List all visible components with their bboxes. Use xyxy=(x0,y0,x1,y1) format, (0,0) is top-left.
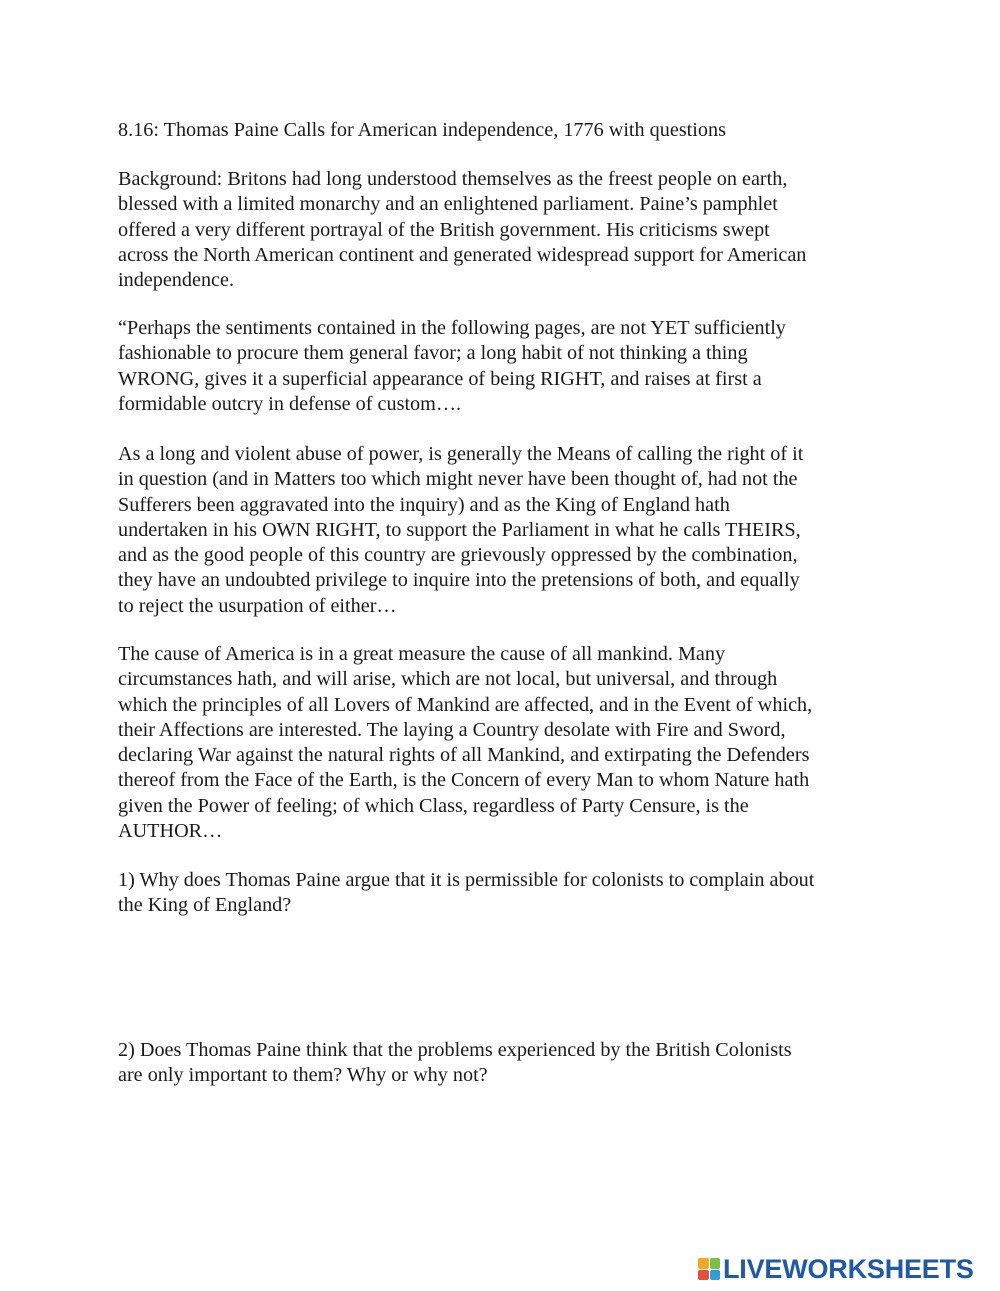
text-line: 2) Does Thomas Paine think that the problems experienced by the British Colonists xyxy=(118,1039,792,1061)
text-line: offered a very different portrayal of the British government. His criticisms swept xyxy=(118,218,770,241)
text-line: are only important to them? Why or why not? xyxy=(118,1064,488,1087)
text-line: undertaken in his OWN RIGHT, to support the Parliament in what he calls THEIRS, xyxy=(118,518,801,541)
text-line: given the Power of feeling; of which Class, regardless of Party Censure, is the xyxy=(118,794,749,817)
question-2 xyxy=(118,1038,888,1089)
text-line: As a long and violent abuse of power, is generally the Means of calling the right of it xyxy=(118,443,804,465)
logo-tile xyxy=(710,1258,721,1269)
text-line: The cause of America is in a great measure the cause of all mankind. Many xyxy=(118,643,726,665)
text-line: their Affections are interested. The laying a Country desolate with Fire and Sword, xyxy=(118,718,786,741)
background-paragraph xyxy=(118,167,888,293)
text-line: in question (and in Matters too which might never have been thought of, had not the xyxy=(118,468,798,491)
logo-tile xyxy=(698,1270,709,1281)
answer-area-1[interactable] xyxy=(118,925,888,1030)
text-line: thereof from the Face of the Earth, is the Concern of every Man to whom Nature hath xyxy=(118,769,810,792)
answer-area-2[interactable] xyxy=(118,1095,888,1225)
liveworksheets-logo-icon xyxy=(698,1258,720,1280)
text-line: they have an undoubted privilege to inquire into the pretensions of both, and equally xyxy=(118,569,800,592)
text-line: 1) Why does Thomas Paine argue that it is permissible for colonists to complain about xyxy=(118,869,815,891)
text-line: formidable outcry in defense of custom…. xyxy=(118,392,462,415)
document-title: 8.16: Thomas Paine Calls for American independence, 1776 with questions xyxy=(118,119,726,141)
text-line: independence. xyxy=(118,269,235,292)
question-1 xyxy=(118,868,888,919)
text-line: AUTHOR… xyxy=(118,820,223,843)
quote-paragraph-3 xyxy=(118,642,888,844)
logo-tile xyxy=(698,1258,709,1269)
text-line: and as the good people of this country are grievously oppressed by the combination, xyxy=(118,544,798,567)
text-line: the King of England? xyxy=(118,894,292,917)
text-line: which the principles of all Lovers of Mankind are affected, and in the Event of which, xyxy=(118,693,813,716)
quote-paragraph-1 xyxy=(118,316,888,417)
text-line: circumstances hath, and will arise, which are not local, but universal, and through xyxy=(118,668,778,691)
quote-paragraph-2 xyxy=(118,442,888,619)
text-line: WRONG, gives it a superficial appearance of being RIGHT, and raises at first a xyxy=(118,367,762,390)
text-line: fashionable to procure them general favor; a long habit of not thinking a thing xyxy=(118,342,748,365)
text-line: “Perhaps the sentiments contained in the following pages, are not YET sufficiently xyxy=(118,317,786,339)
liveworksheets-logo xyxy=(698,1255,974,1283)
text-line: blessed with a limited monarchy and an enlightened parliament. Paine’s pamphlet xyxy=(118,193,778,216)
text-line: declaring War against the natural rights of all Mankind, and extirpating the Defenders xyxy=(118,744,810,767)
text-line: across the North American continent and generated widespread support for American xyxy=(118,243,807,266)
logo-text: LIVEWORKSHEETS xyxy=(723,1254,974,1284)
text-line: to reject the usurpation of either… xyxy=(118,594,397,617)
text-line: Sufferers been aggravated into the inquiry) and as the King of England hath xyxy=(118,493,730,516)
text-line: Background: Britons had long understood themselves as the freest people on earth, xyxy=(118,168,788,190)
logo-tile xyxy=(710,1270,721,1281)
